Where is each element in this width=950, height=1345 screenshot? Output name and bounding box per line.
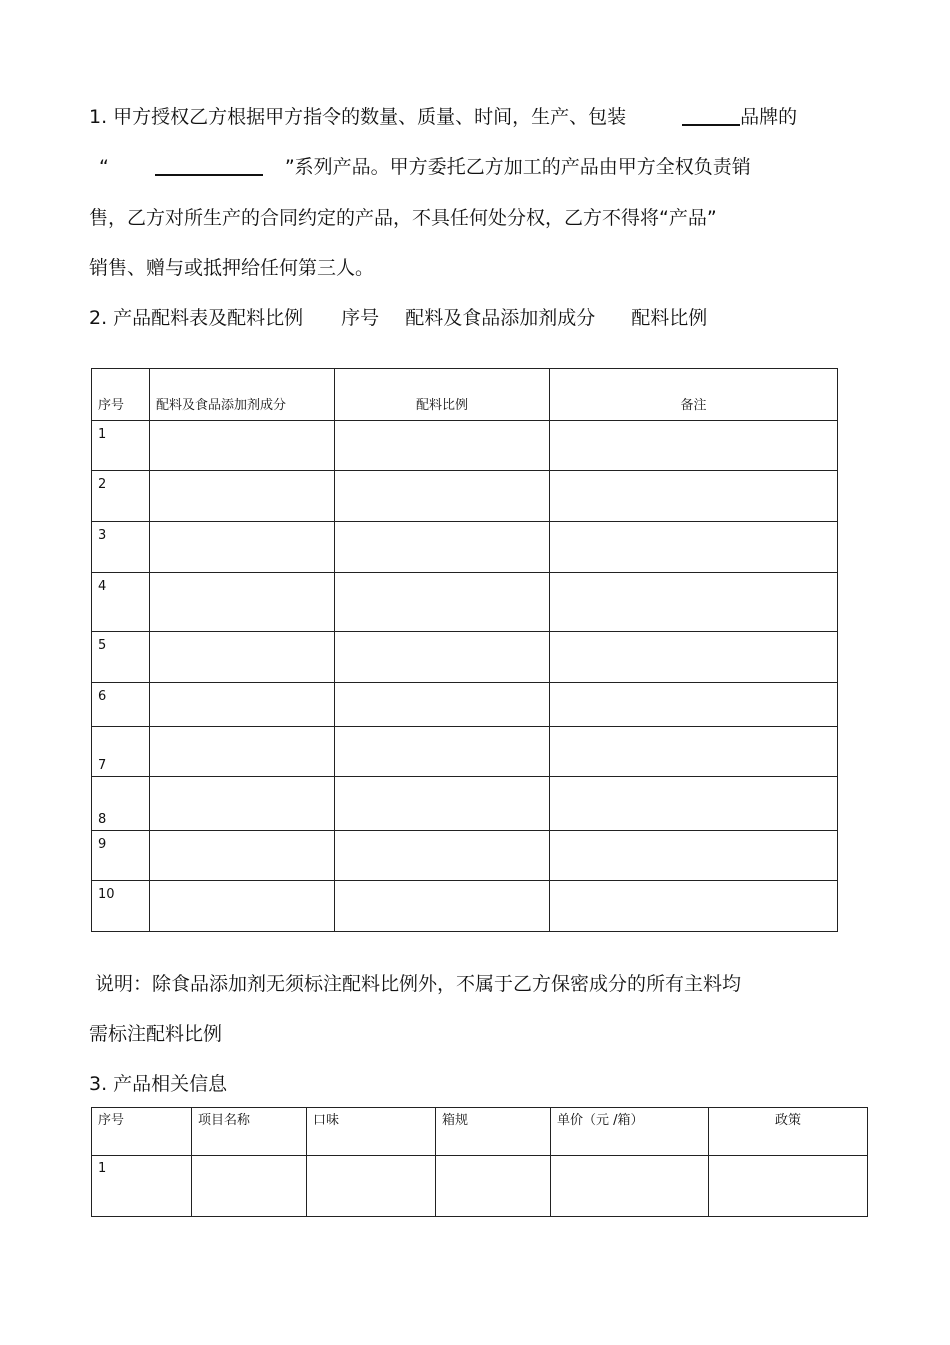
ingredient-cell[interactable] (150, 522, 335, 573)
row-number: 8 (92, 777, 150, 831)
row-number: 1 (92, 421, 150, 471)
table-row (92, 1156, 868, 1217)
remark-cell[interactable] (550, 573, 838, 632)
clause2-seq-label: 序号 (341, 307, 380, 329)
remark-cell[interactable] (550, 522, 838, 573)
clause1-line1 (89, 104, 797, 130)
ingredient-cell[interactable] (150, 683, 335, 727)
ratio-cell[interactable] (335, 522, 550, 573)
row-number: 3 (92, 522, 150, 573)
header-unit-price: 单价（元 /箱） (551, 1108, 709, 1156)
remark-cell[interactable] (550, 777, 838, 831)
row-number: 6 (92, 683, 150, 727)
clause2-heading: 2. 产品配料表及配料比例 (89, 307, 304, 329)
clause1-line4 (89, 255, 374, 281)
row-number: 9 (92, 831, 150, 881)
remark-cell[interactable] (550, 471, 838, 522)
product-table-header (92, 1108, 868, 1156)
table-row (92, 573, 838, 632)
remark-cell[interactable] (550, 632, 838, 683)
policy-cell[interactable] (709, 1156, 868, 1217)
ratio-cell[interactable] (335, 683, 550, 727)
remark-cell[interactable] (550, 421, 838, 471)
table-row (92, 522, 838, 573)
row-number: 4 (92, 573, 150, 632)
note-text-2: 需标注配料比例 (89, 1023, 223, 1045)
open-quote: “ (99, 156, 109, 178)
row-number: 2 (92, 471, 150, 522)
note-line1 (95, 971, 741, 997)
ingredient-cell[interactable] (150, 632, 335, 683)
header-seq: 序号 (92, 1108, 192, 1156)
ratio-cell[interactable] (335, 471, 550, 522)
ingredient-table-header (92, 369, 838, 421)
clause1-line1-text: 1. 甲方授权乙方根据甲方指令的数量、质量、时间，生产、包装 (89, 106, 627, 128)
remark-cell[interactable] (550, 881, 838, 932)
ratio-cell[interactable] (335, 421, 550, 471)
ingredient-cell[interactable] (150, 831, 335, 881)
case-spec-cell[interactable] (436, 1156, 551, 1217)
header-ratio: 配料比例 (335, 369, 550, 421)
ratio-cell[interactable] (335, 831, 550, 881)
ratio-cell[interactable] (335, 777, 550, 831)
ratio-cell[interactable] (335, 881, 550, 932)
ratio-cell[interactable] (335, 727, 550, 777)
clause1-line1-tail: 品牌的 (740, 106, 798, 128)
brand-blank (682, 124, 740, 126)
table-row (92, 831, 838, 881)
clause1-line3-text: 售，乙方对所生产的合同约定的产品，不具任何处分权，乙方不得将“产品” (89, 207, 717, 229)
product-info-table (91, 1107, 868, 1217)
ingredient-cell[interactable] (150, 727, 335, 777)
remark-cell[interactable] (550, 683, 838, 727)
header-item-name: 项目名称 (192, 1108, 307, 1156)
clause3-heading: 3. 产品相关信息 (89, 1073, 228, 1095)
header-policy: 政策 (709, 1108, 868, 1156)
table-row (92, 881, 838, 932)
row-number: 1 (92, 1156, 192, 1217)
table-row (92, 421, 838, 471)
note-line2 (89, 1021, 222, 1047)
remark-cell[interactable] (550, 727, 838, 777)
table-row (92, 632, 838, 683)
clause1-line3 (89, 205, 717, 231)
ingredient-cell[interactable] (150, 881, 335, 932)
row-number: 7 (92, 727, 150, 777)
series-blank (155, 174, 263, 176)
ingredient-cell[interactable] (150, 777, 335, 831)
ingredient-cell[interactable] (150, 421, 335, 471)
table-row (92, 683, 838, 727)
header-ingredient: 配料及食品添加剂成分 (150, 369, 335, 421)
header-case-spec: 箱规 (436, 1108, 551, 1156)
ingredient-cell[interactable] (150, 471, 335, 522)
row-number: 5 (92, 632, 150, 683)
header-flavor: 口味 (307, 1108, 436, 1156)
unit-price-cell[interactable] (551, 1156, 709, 1217)
header-seq: 序号 (92, 369, 150, 421)
ratio-cell[interactable] (335, 573, 550, 632)
table-row (92, 471, 838, 522)
clause1-line2-text: ”系列产品。甲方委托乙方加工的产品由甲方全权负责销 (284, 156, 751, 178)
row-number: 10 (92, 881, 150, 932)
ingredient-cell[interactable] (150, 573, 335, 632)
note-text-1: 说明：除食品添加剂无须标注配料比例外，不属于乙方保密成分的所有主料均 (95, 973, 742, 995)
ratio-cell[interactable] (335, 632, 550, 683)
table-row (92, 777, 838, 831)
flavor-cell[interactable] (307, 1156, 436, 1217)
table-row (92, 727, 838, 777)
header-remark: 备注 (550, 369, 838, 421)
item-name-cell[interactable] (192, 1156, 307, 1217)
clause2-heading-line (89, 305, 707, 331)
ingredient-table (91, 368, 838, 932)
remark-cell[interactable] (550, 831, 838, 881)
clause3-heading-line (89, 1071, 227, 1097)
clause1-line2 (99, 154, 751, 180)
clause1-line4-text: 销售、赠与或抵押给任何第三人。 (89, 257, 375, 279)
clause2-ingredient-label: 配料及食品添加剂成分 (405, 307, 596, 329)
clause2-ratio-label: 配料比例 (631, 307, 708, 329)
